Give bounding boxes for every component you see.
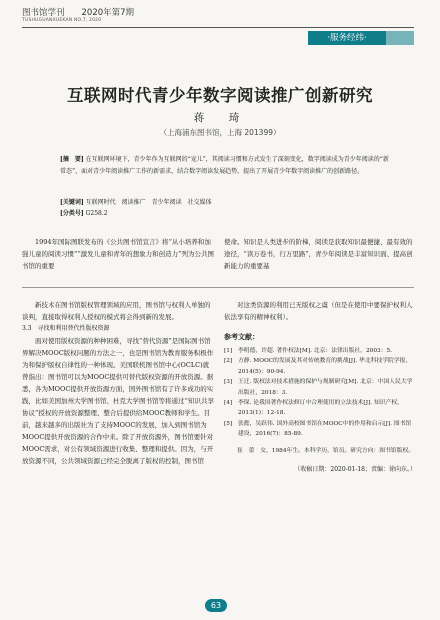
classification-number: G258.2: [85, 210, 108, 217]
abstract: [60, 154, 390, 178]
keywords: [60, 197, 390, 208]
reference-item: [4] 李琛. 论我国著作权法修订中合理使用的立法技术[J]. 知识产权，2013(1)：12-18.: [224, 400, 403, 417]
reference-item: [1] 李明德，许超. 著作权法[M]. 北京：法律出版社，2003：5.: [224, 348, 393, 354]
keywords-label: [关键词]: [60, 199, 84, 206]
abstract-label: [摘 要]: [60, 156, 84, 163]
page-number: 63: [205, 599, 227, 612]
article-author: 蒋 琦: [193, 112, 247, 124]
paragraph: 新技术在图书馆版权管理领域的应用，图书馆与权利人单独的谈判，直接取得权利人授权的模式将会得到新的发展。: [22, 301, 211, 321]
body-intro-right: 使命。知识是人类进步的阶梯，阅读是获取知识最便捷、最有效的途径，“读万卷书，行万里路”，青少年阅读是丰富知识面、提高创新能力的重要基: [224, 238, 413, 270]
received-date: （收稿日期：2020-01-18；责编：徐向东。）: [294, 466, 416, 474]
references-heading: 参考文献：: [224, 332, 259, 341]
classification-label: [分类号]: [60, 210, 84, 217]
article-title: 互联网时代青少年数字阅读推广创新研究: [67, 86, 373, 105]
section-heading: 3.3 寻找和利用替代性版权资源: [22, 325, 110, 332]
left-column: [22, 299, 214, 467]
classification: [60, 208, 390, 219]
right-column: [224, 299, 416, 476]
keywords-text: 互联网时代 阅读推广 青少年阅读 社交媒体: [85, 199, 212, 206]
journal-header: 图书馆学刊 2020年第7期: [22, 8, 135, 18]
journal-pinyin: TUSHUGUANXUEKAN NO.7, 2020: [22, 18, 102, 23]
abstract-text: 在互联网环境下，青少年作为互联网的“宠儿”，其阅读习惯和方式发生了深刻变化，数字阅读成为青少年阅读的“新常态”，面对青少年阅读推广工作的新需求，结合数字阅读发展趋势，提出了开展青少年数字阅读推广的创新路径。: [60, 156, 389, 175]
column-label-tail: [386, 31, 414, 45]
reference-item: [2] 方静. MOOC的发展及其对传统教育的挑战[J]. 华北科技学院学报，2014(5)：90-94.: [224, 358, 412, 375]
header-divider: [22, 27, 414, 28]
author-affiliation: （上海浦东图书馆，上海 201399）: [159, 128, 281, 137]
column-label-badge: ·服务经纬·: [308, 31, 386, 45]
reference-list: [224, 346, 416, 440]
body-intro-left: 1994年国际图联发布的《公共图书馆宣言》将“从小培养和加强儿童的阅读习惯”“激发儿童和青年的想象力和创造力”列为公共图书馆的重要: [22, 238, 214, 270]
paragraph: 面对使用版权资源的种种困难，寻找“替代资源”是国际图书馆界解决MOOC版权问题的方法之一，也是图书馆为教育服务积极作为和保护版权自律性的一种体现。美国联机图书馆中心(OCLC)就曾指出：图书馆可以为MOOC提供可替代版权资源的开放资源。据悉，各为MOOC提供开放资源方面，国外图书馆有了许多成功的实践，比如美国加州大学图书馆、杜克大学图书馆等将通过“知识共享协议”授权的开放资源整理、整合后提供给MOOC教师和学生。目前，越来越多的出版社为了支持MOOC的发展，加入到图书馆为MOOC提供开放资源的合作中来。除了开放资源外，图书馆要针对MOOC需求，对公有领域资源进行收集、整理和提供。因为，与开放资源不同，公共领域资源已经完全脱离了版权的控制，图书馆: [22, 337, 214, 465]
author-bio: 崔 蕾 女，1984年生。本科学历，馆员。研究方向：图书馆版权。: [237, 447, 415, 454]
reference-item: [5] 张懿，吴跃伟. 国外高校图书馆在MOOC中的作用和启示[J]. 图书馆建设，2016(7)：85-89.: [224, 420, 412, 438]
reference-item: [3] 王迁. 版权法对技术措施的保护与规制研究[M]. 北京：中国人民大学出版社，2018：3.: [224, 379, 413, 396]
paragraph: 对这类资源的利用已无版权之虞（但是在使用中要保护权利人依法享有的精神权利）。: [224, 301, 413, 321]
article-divider: [22, 287, 414, 288]
